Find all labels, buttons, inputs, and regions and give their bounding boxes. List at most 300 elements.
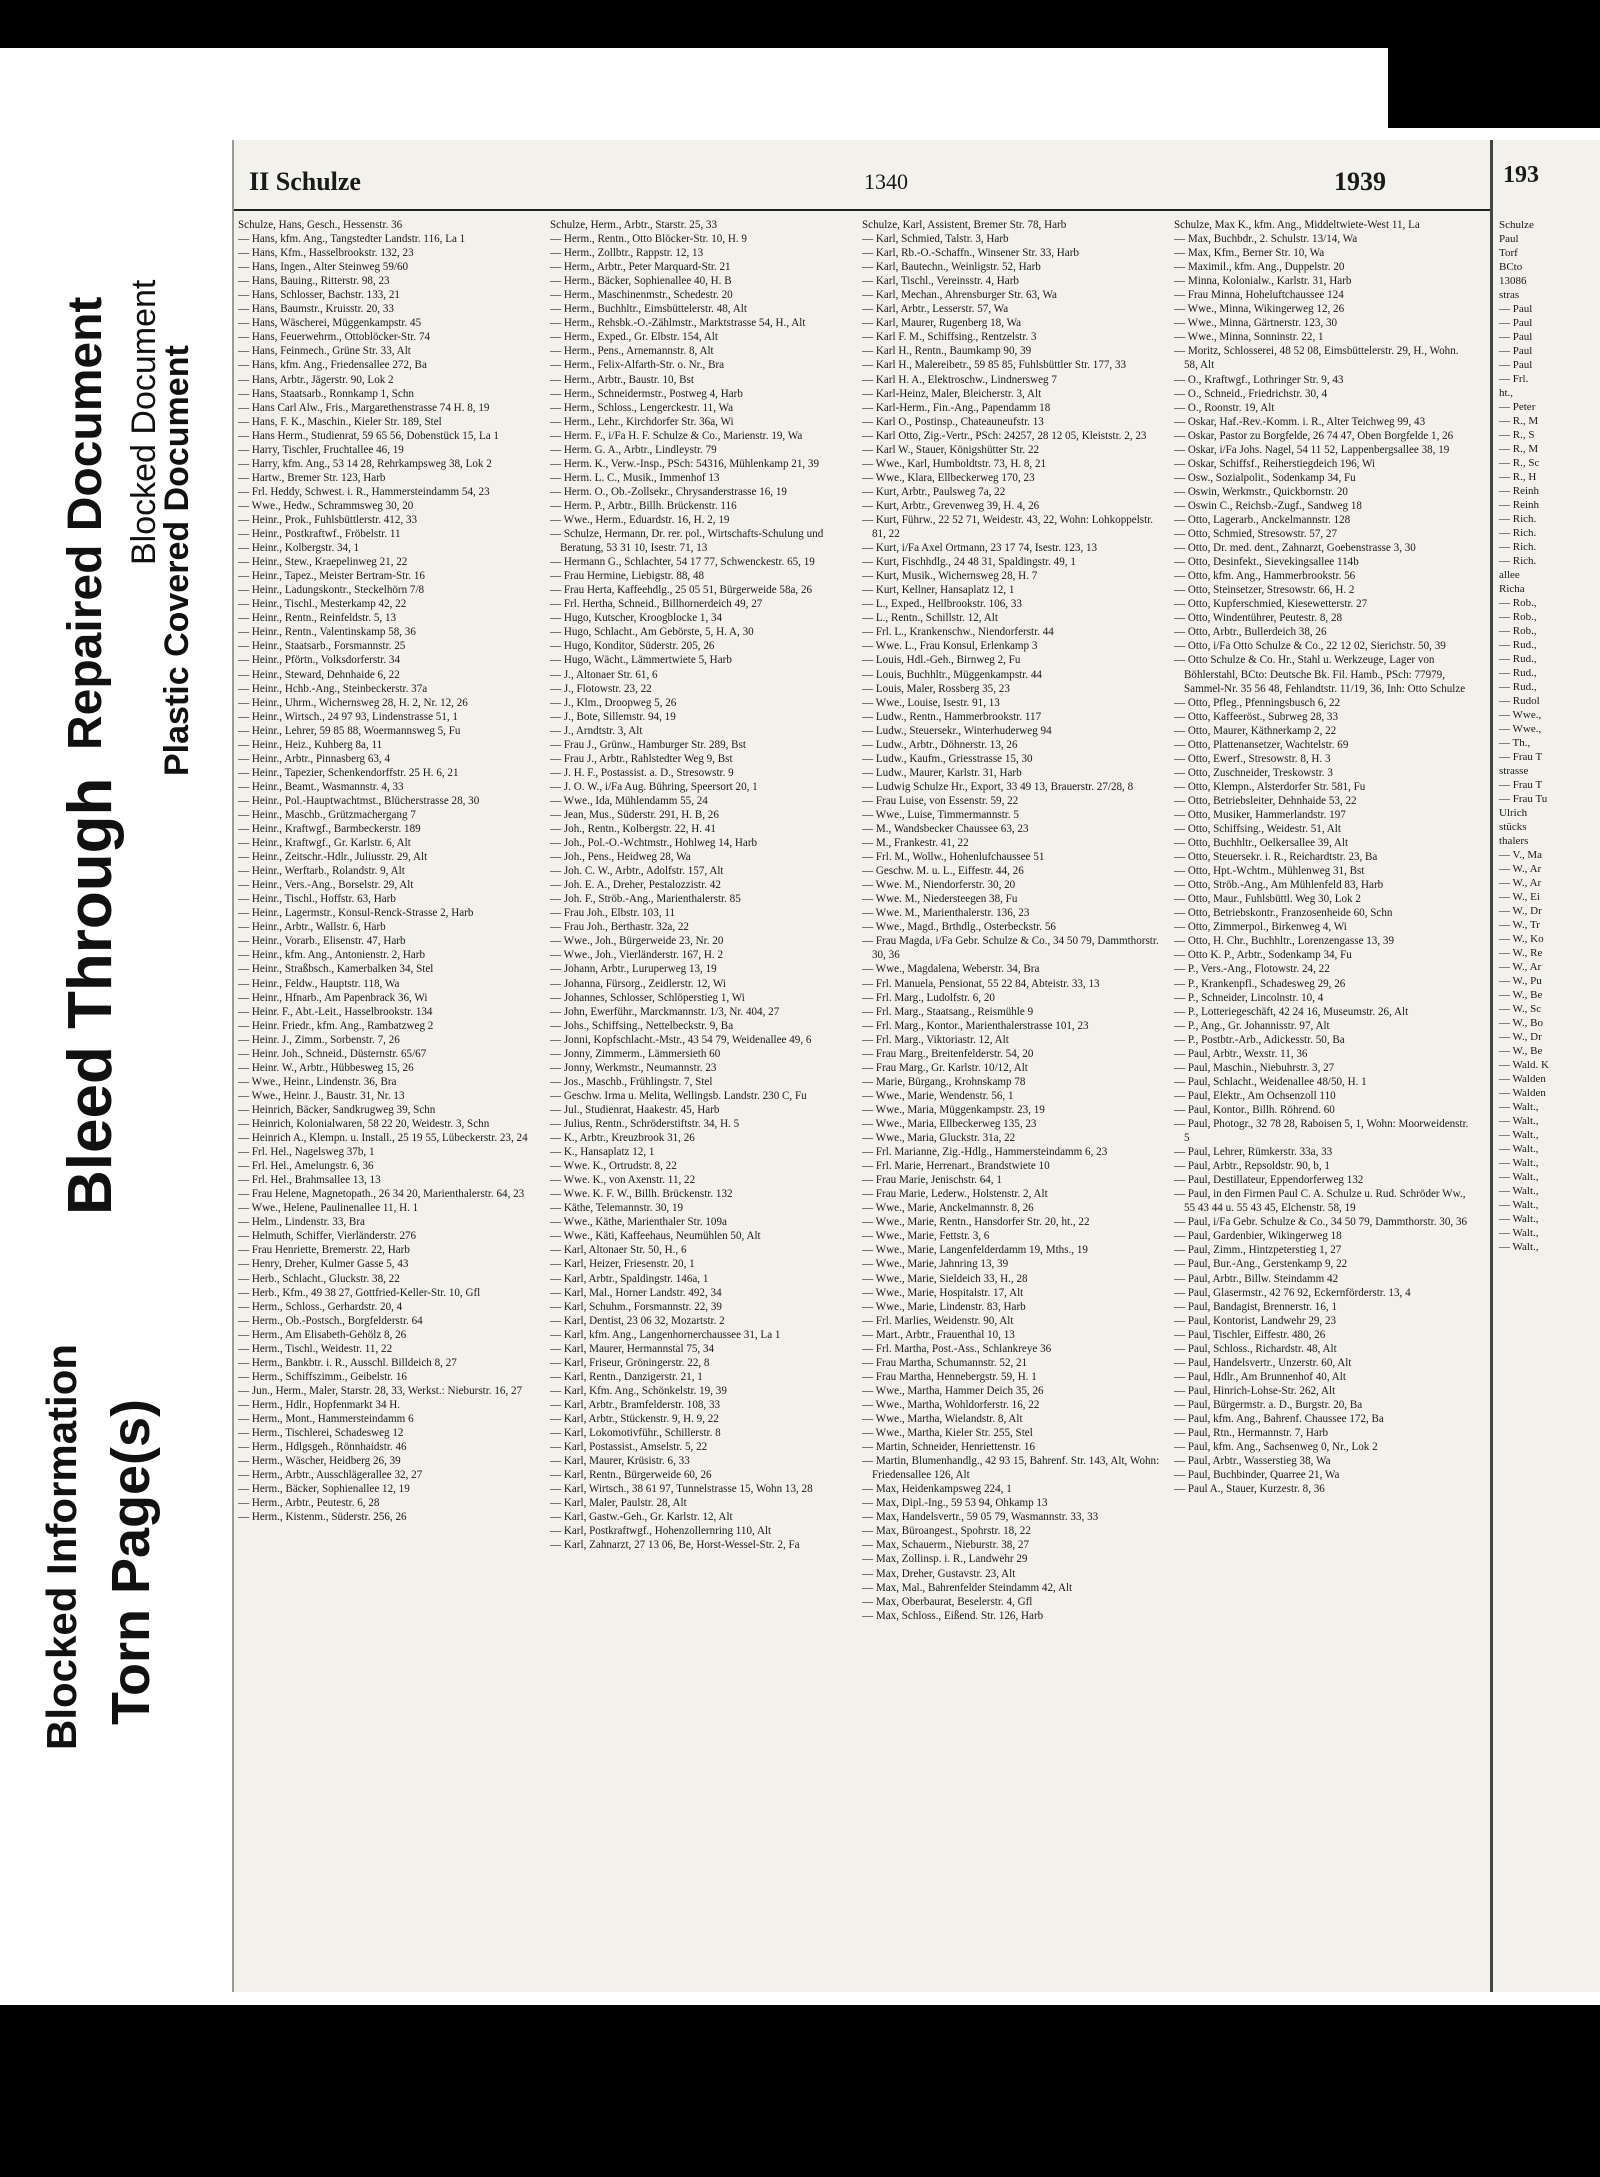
directory-entry: — Karl, Wirtsch., 38 61 97, Tunnelstrasse 15, Wohn 13, 28 [550, 1483, 813, 1496]
directory-entry: — Joh., Pens., Heidweg 28, Wa [550, 851, 691, 864]
directory-entry: — Otto, i/Fa Otto Schulze & Co., 22 12 02, Sierichstr. 50, 39 [1174, 640, 1446, 653]
directory-entry: — Karl, Rentn., Bürgerweide 60, 26 [550, 1469, 712, 1482]
directory-entry: — Otto, Dr. med. dent., Zahnarzt, Goebenstrasse 3, 30 [1174, 542, 1416, 555]
directory-entry: — Hans, Baumstr., Kruisstr. 20, 33 [238, 303, 394, 316]
directory-entry: — Karl, Gastw.-Geh., Gr. Karlstr. 12, Alt [550, 1511, 733, 1524]
directory-entry: — Wwe. K. F. W., Billh. Brückenstr. 132 [550, 1188, 733, 1201]
directory-entry: — Herb., Schlacht., Gluckstr. 38, 22 [238, 1272, 400, 1285]
directory-entry: — Harry, Tischler, Fruchtallee 46, 19 [238, 443, 404, 456]
directory-entry: — Johs., Schiffsing., Nettelbeckstr. 9, Ba [550, 1019, 734, 1032]
directory-entry: — Frau Hermine, Liebigstr. 88, 48 [550, 570, 705, 583]
directory-entry: — Herm., Arbtr., Baustr. 10, Bst [550, 373, 694, 386]
directory-entry: — Heinr. J., Zimm., Sorbenstr. 7, 26 [238, 1033, 400, 1046]
directory-entry: — Paul, Destillateur, Eppendorferweg 132 [1174, 1174, 1364, 1187]
directory-entry: — Heinr., Vorarb., Elisenstr. 47, Harb [238, 935, 406, 948]
directory-entry: — Karl O., Postinsp., Chateauneufstr. 13 [862, 415, 1044, 428]
directory-entry: — Henry, Dreher, Kulmer Gasse 5, 43 [238, 1258, 409, 1271]
directory-entry: — Oskar, Haf.-Rev.-Komm. i. R., Alter Teichweg 99, 43 [1174, 415, 1426, 428]
directory-entry: — Karl, Schuhm., Forsmannstr. 22, 39 [550, 1300, 722, 1313]
directory-entry: — L., Rentn., Schillstr. 12, Alt [862, 612, 998, 625]
sidebar-labels [0, 60, 230, 2000]
directory-entry: — Hans, Wäscherei, Müggenkampstr. 45 [238, 317, 422, 330]
directory-entry: — Wwe., Minna, Gärtnerstr. 123, 30 [1174, 317, 1338, 330]
directory-entry: — Harry, kfm. Ang., 53 14 28, Rehrkampsweg 38, Lok 2 [238, 457, 492, 470]
directory-entry: — Frl. Marlies, Weidenstr. 90, Alt [862, 1314, 1014, 1327]
directory-column-3 [862, 218, 1162, 1978]
directory-entry: — Martin, Blumenhandlg., 42 93 15, Bahrenf. Str. 143, Alt, Wohn: Friedensallee 126, Alt [862, 1455, 1160, 1482]
directory-entry: — Herm. F., i/Fa H. F. Schulze & Co., Marienstr. 19, Wa [550, 429, 803, 442]
adjacent-entry: — Rich. [1499, 555, 1537, 567]
directory-entry: — Otto, Kupferschmied, Kiesewetterstr. 27 [1174, 598, 1368, 611]
directory-entry: — Herm., Zollbtr., Rappstr. 12, 13 [550, 247, 704, 260]
directory-entry: — Joh., Rentn., Kolbergstr. 22, H. 41 [550, 823, 716, 836]
directory-entry: — Hans, Bauing., Ritterstr. 98, 23 [238, 275, 390, 288]
directory-entry: — Hans Carl Alw., Fris., Margarethenstrasse 74 H. 8, 19 [238, 401, 490, 414]
directory-entry: — Karl, Altonaer Str. 50, H., 6 [550, 1244, 687, 1257]
directory-entry: — Hans, Arbtr., Jägerstr. 90, Lok 2 [238, 373, 394, 386]
adjacent-entry: — W., Be [1499, 989, 1543, 1001]
directory-entry: — Otto, Ewerf., Stresowstr. 8, H. 3 [1174, 752, 1331, 765]
directory-columns [238, 218, 1486, 1978]
directory-entry: — Oskar, Schiffsf., Reiherstiegdeich 196, Wi [1174, 457, 1376, 470]
adjacent-entry: — Walt., [1499, 1157, 1539, 1169]
adjacent-entry: — R., H [1499, 471, 1537, 483]
directory-entry: — Max, Oberbaurat, Beselerstr. 4, Gfl [862, 1595, 1033, 1608]
directory-entry: — Paul, Bur.-Ang., Gerstenkamp 9, 22 [1174, 1258, 1348, 1271]
adjacent-entry: — Walt., [1499, 1227, 1539, 1239]
adjacent-entry: 13086 [1499, 275, 1527, 287]
directory-entry: — Heinr. Joh., Schneid., Düsternstr. 65/67 [238, 1047, 427, 1060]
directory-entry: — Hugo, Wächt., Lämmertwiete 5, Harb [550, 654, 732, 667]
directory-entry: — Paul, Schlacht., Weidenallee 48/50, H. 1 [1174, 1075, 1367, 1088]
adjacent-entry: — W., Be [1499, 1045, 1543, 1057]
adjacent-entry: — Paul [1499, 303, 1533, 315]
directory-entry: — Paul, Maschin., Niebuhrstr. 3, 27 [1174, 1061, 1335, 1074]
adjacent-entry: — W., Ar [1499, 877, 1542, 889]
directory-entry: — Karl H. A., Elektroschw., Lindnersweg 7 [862, 373, 1057, 386]
directory-entry: — Frl. Manuela, Pensionat, 55 22 84, Abteistr. 33, 13 [862, 977, 1100, 990]
directory-entry: — Karl, Rb.-O.-Schaffn., Winsener Str. 33, Harb [862, 247, 1079, 260]
directory-entry: — P., Postbtr.-Arb., Adickesstr. 50, Ba [1174, 1033, 1345, 1046]
directory-entry: — Herm., Buchhltr., Eimsbüttelerstr. 48, Alt [550, 303, 747, 316]
directory-entry: — Otto, Schiffsing., Weidestr. 51, Alt [1174, 823, 1341, 836]
directory-entry: — Frau Marie, Lederw., Holstenstr. 2, Alt [862, 1188, 1048, 1201]
directory-entry: — Heinr., Ladungskontr., Steckelhörn 7/8 [238, 584, 425, 597]
directory-entry: — Käthe, Telemannstr. 30, 19 [550, 1202, 684, 1215]
directory-entry: — Hartw., Bremer Str. 123, Harb [238, 471, 386, 484]
directory-entry: — Martin, Schneider, Henriettenstr. 16 [862, 1441, 1036, 1454]
directory-entry: — Minna, Kolonialw., Karlstr. 31, Harb [1174, 275, 1352, 288]
directory-entry: — Geschw. M. u. L., Eiffestr. 44, 26 [862, 865, 1024, 878]
directory-entry: — Otto, kfm. Ang., Hammerbrookstr. 56 [1174, 570, 1356, 583]
scan-border-corner [1388, 48, 1600, 128]
directory-entry: — Oswin C., Reichsb.-Zugf., Sandweg 18 [1174, 499, 1362, 512]
adjacent-entry: — Wwe., [1499, 723, 1542, 735]
directory-entry: — Jonni, Kopfschlacht.-Mstr., 43 54 79, Weidenallee 49, 6 [550, 1033, 812, 1046]
directory-entry: — Karl, Arbtr., Lesserstr. 57, Wa [862, 303, 1009, 316]
directory-entry: — Herm., Pens., Arnemannstr. 8, Alt [550, 345, 714, 358]
directory-entry: — Wwe., Maria, Müggenkampstr. 23, 19 [862, 1103, 1045, 1116]
directory-entry: — Paul, Tischler, Eiffestr. 480, 26 [1174, 1328, 1326, 1341]
directory-entry: — Wwe., Maria, Gluckstr. 31a, 22 [862, 1132, 1016, 1145]
directory-entry: — Frau Marie, Jenischstr. 64, 1 [862, 1174, 1002, 1187]
directory-entry: — J., Altonaer Str. 61, 6 [550, 668, 658, 681]
directory-entry: — Hugo, Kutscher, Kroogblocke 1, 34 [550, 612, 723, 625]
directory-entry: — Paul, Arbtr., Wasserstieg 38, Wa [1174, 1455, 1331, 1468]
directory-entry: — Wwe., Martha, Wohldorferstr. 16, 22 [862, 1398, 1040, 1411]
directory-entry: — Paul, Bürgermstr. a. D., Burgstr. 20, Ba [1174, 1398, 1363, 1411]
directory-entry: — Louis, Maler, Rossberg 35, 23 [862, 682, 1010, 695]
directory-entry: — Herm., Schiffszimm., Geibelstr. 16 [238, 1370, 407, 1383]
directory-entry: — Karl Otto, Zig.-Vertr., PSch: 24257, 28 12 05, Kleiststr. 2, 23 [862, 429, 1147, 442]
directory-entry: — Heinr., Tapezier, Schenkendorffstr. 25 H. 6, 21 [238, 766, 459, 779]
directory-entry: — Frau Minna, Hoheluftchaussee 124 [1174, 289, 1344, 302]
directory-entry: — Otto, Desinfekt., Sievekingsallee 114b [1174, 556, 1359, 569]
directory-entry: — Frau Magda, i/Fa Gebr. Schulze & Co., 34 50 79, Dammthorstr. 30, 36 [862, 935, 1159, 962]
directory-entry: — Wwe. M., Niendorferstr. 30, 20 [862, 879, 1016, 892]
directory-entry: — Karl, Maler, Paulstr. 28, Alt [550, 1497, 687, 1510]
directory-entry: — Herm. O., Ob.-Zollsekr., Chrysanderstrasse 16, 19 [550, 485, 787, 498]
directory-entry: — Wwe., Minna, Wikingerweg 12, 26 [1174, 303, 1345, 316]
directory-entry: — Frau Marg., Gr. Karlstr. 10/12, Alt [862, 1061, 1028, 1074]
adjacent-entry: strasse [1499, 765, 1529, 777]
directory-entry: — Otto, Schmied, Stresowstr. 57, 27 [1174, 528, 1338, 541]
directory-entry: — Otto, Ströb.-Ang., Am Mühlenfeld 83, Harb [1174, 879, 1384, 892]
directory-entry: — Otto, Kaffeeröst., Subrweg 28, 33 [1174, 710, 1339, 723]
directory-entry: — Frl. Hel., Nagelsweg 37b, 1 [238, 1146, 375, 1159]
adjacent-entry: — Rich. [1499, 541, 1537, 553]
directory-entry: — K., Arbtr., Kreuzbrook 31, 26 [550, 1132, 695, 1145]
scan-border-bottom [0, 2005, 1600, 2177]
adjacent-entry: — Rich. [1499, 527, 1537, 539]
directory-entry: Schulze, Hans, Gesch., Hessenstr. 36 [238, 219, 403, 231]
directory-entry: — Wwe. K., von Axenstr. 11, 22 [550, 1174, 696, 1187]
directory-entry: — Frau Martha, Schumannstr. 52, 21 [862, 1356, 1028, 1369]
directory-entry: — Oskar, Pastor zu Borgfelde, 26 74 47, Oben Borgfelde 1, 26 [1174, 429, 1454, 442]
adjacent-entry: — Rud., [1499, 681, 1537, 693]
adjacent-entry: Torf [1499, 247, 1518, 259]
directory-entry: — Hans, kfm. Ang., Tangstedter Landstr. 116, La 1 [238, 233, 466, 246]
directory-entry: — Helmuth, Schiffer, Vierländerstr. 276 [238, 1230, 417, 1243]
directory-entry: — Herm., Bankbtr. i. R., Ausschl. Billdeich 8, 27 [238, 1356, 457, 1369]
directory-entry: — Karl, Bautechn., Weinligstr. 52, Harb [862, 261, 1041, 274]
directory-entry: — Kurt, Führw., 22 52 71, Weidestr. 43, 22, Wohn: Lohkoppelstr. 81, 22 [862, 513, 1154, 541]
directory-entry: — Joh. C. W., Arbtr., Adolfstr. 157, Alt [550, 865, 724, 878]
adjacent-entry: — W., Ar [1499, 961, 1542, 973]
directory-entry: — Marie, Bürgang., Krohnskamp 78 [862, 1075, 1026, 1088]
directory-entry: — Max, Heidenkampsweg 224, 1 [862, 1483, 1012, 1496]
directory-entry: — Max, Dreher, Gustavstr. 23, Alt [862, 1567, 1016, 1580]
adjacent-entry: — R., M [1499, 415, 1539, 427]
adjacent-entry: — Frau T [1499, 779, 1543, 791]
directory-entry: — Paul, Arbtr., Wexstr. 11, 36 [1174, 1047, 1308, 1060]
adjacent-entry: — Wald. K [1499, 1059, 1549, 1071]
directory-entry: — Otto, Steuersekr. i. R., Reichardtstr. 23, Ba [1174, 851, 1378, 864]
directory-entry: — Hermann G., Schlachter, 54 17 77, Schwenckestr. 65, 19 [550, 556, 815, 569]
directory-entry: — Otto, Lagerarb., Anckelmannstr. 128 [1174, 513, 1351, 526]
directory-entry: — Heinr., Wirtsch., 24 97 93, Lindenstrasse 51, 1 [238, 710, 458, 723]
directory-entry: — Heinrich, Bäcker, Sandkrugweg 39, Schn [238, 1103, 436, 1116]
directory-entry: — Jun., Herm., Maler, Starstr. 28, 33, Werkst.: Nieburstr. 16, 27 [238, 1384, 523, 1397]
directory-entry: — Wwe., Minna, Sonninstr. 22, 1 [1174, 331, 1324, 344]
adjacent-entry: Richa [1499, 583, 1525, 595]
directory-entry: — J., Klm., Droopweg 5, 26 [550, 696, 677, 709]
directory-entry: — O., Kraftwgf., Lothringer Str. 9, 43 [1174, 373, 1344, 386]
directory-entry: — Frau Luise, von Essenstr. 59, 22 [862, 794, 1019, 807]
directory-entry: — Heinr., Arbtr., Pinnasberg 63, 4 [238, 752, 391, 765]
directory-entry: — Wwe., Magd., Brthdlg., Osterbeckstr. 56 [862, 921, 1056, 934]
directory-entry: — P., Ang., Gr. Johannisstr. 97, Alt [1174, 1019, 1330, 1032]
directory-entry: — Herm., Mont., Hammersteindamm 6 [238, 1412, 414, 1425]
directory-entry: — Heinr., Feldw., Hauptstr. 118, Wa [238, 977, 400, 990]
directory-entry: — Wwe., Helene, Paulinenallee 11, H. 1 [238, 1202, 419, 1215]
directory-entry: — Herm. L. C., Musik., Immenhof 13 [550, 471, 720, 484]
adjacent-entry: — Rob., [1499, 611, 1537, 623]
directory-entry: — Frau Henriette, Bremerstr. 22, Harb [238, 1244, 410, 1257]
directory-entry: — Jonny, Zimmerm., Lämmersieth 60 [550, 1047, 721, 1060]
directory-entry: — Wwe., Ida, Mühlendamm 55, 24 [550, 794, 708, 807]
adjacent-entry: — Walt., [1499, 1213, 1539, 1225]
directory-entry: — Paul, Handelsvertr., Unzerstr. 60, Alt [1174, 1356, 1352, 1369]
directory-entry: — Herm., Am Elisabeth-Gehölz 8, 26 [238, 1328, 407, 1341]
directory-entry: — Kurt, Fischhdlg., 24 48 31, Spaldingstr. 49, 1 [862, 556, 1076, 569]
adjacent-entry: — Th., [1499, 737, 1531, 749]
directory-entry: — Paul, Hdlr., Am Brunnenhof 40, Alt [1174, 1370, 1346, 1383]
adjacent-entry: — W., Dr [1499, 905, 1542, 917]
adjacent-entry: — Walt., [1499, 1143, 1539, 1155]
directory-entry: — Heinr. Friedr., kfm. Ang., Rambatzweg 2 [238, 1019, 434, 1032]
directory-entry: — Frl. L., Krankenschw., Niendorferstr. 44 [862, 626, 1054, 639]
directory-entry: — Moritz, Schlosserei, 48 52 08, Eimsbüttelerstr. 29, H., Wohn. 58, Alt [1174, 345, 1459, 372]
adjacent-entry: stras [1499, 289, 1520, 301]
directory-entry: — Oskar, i/Fa Johs. Nagel, 54 11 52, Lappenbergsallee 38, 19 [1174, 443, 1450, 456]
directory-entry: — Hans Herm., Studienrat, 59 65 56, Dobenstück 15, La 1 [238, 429, 499, 442]
directory-entry: — Herm., Schloss., Gerhardstr. 20, 4 [238, 1300, 403, 1313]
directory-entry: — Heinr., Vers.-Ang., Borselstr. 29, Alt [238, 879, 414, 892]
directory-entry: — Karl, Dentist, 23 06 32, Mozartstr. 2 [550, 1314, 725, 1327]
directory-entry: — L., Exped., Hellbrookstr. 106, 33 [862, 598, 1022, 611]
adjacent-entry: — Walt., [1499, 1185, 1539, 1197]
directory-entry: — Heinrich, Kolonialwaren, 58 22 20, Weidestr. 3, Schn [238, 1118, 490, 1130]
adjacent-entry: — Walden [1499, 1073, 1546, 1085]
adjacent-entry: — Walt., [1499, 1199, 1539, 1211]
adjacent-entry: — Peter [1499, 401, 1536, 413]
adjacent-entry: — R., M [1499, 443, 1539, 455]
directory-entry: — Max, Schloss., Eißend. Str. 126, Harb [862, 1609, 1044, 1622]
adjacent-entry: — Walt., [1499, 1241, 1539, 1253]
directory-entry: — P., Schneider, Lincolnstr. 10, 4 [1174, 991, 1324, 1004]
directory-entry: — Wwe., Martha, Wielandstr. 8, Alt [862, 1412, 1023, 1425]
directory-entry: — Wwe., Heinr., Lindenstr. 36, Bra [238, 1075, 397, 1088]
directory-entry: — Hugo, Konditor, Süderstr. 205, 26 [550, 640, 715, 653]
directory-entry: — Paul, kfm. Ang., Bahrenf. Chaussee 172, Ba [1174, 1412, 1384, 1425]
directory-entry: — Paul, Gardenbier, Wikingerweg 18 [1174, 1230, 1342, 1243]
directory-entry: — Frau Joh., Elbstr. 103, 11 [550, 907, 676, 920]
directory-entry: — Otto, Steinsetzer, Stresowstr. 66, H. 2 [1174, 584, 1355, 597]
directory-entry: — Heinr., Prok., Fuhlsbüttlerstr. 412, 33 [238, 513, 418, 526]
directory-entry: — Karl, Arbtr., Bramfelderstr. 108, 33 [550, 1398, 721, 1411]
directory-entry: — Wwe., Marie, Hospitalstr. 17, Alt [862, 1286, 1024, 1299]
directory-entry: — Otto, Musiker, Hammerlandstr. 197 [1174, 808, 1346, 821]
directory-entry: — Herm., Rentn., Otto Blöcker-Str. 10, H. 9 [550, 233, 747, 246]
adjacent-entry: — Rudol [1499, 695, 1540, 707]
directory-entry: — Otto, Maurer, Käthnerkamp 2, 22 [1174, 724, 1337, 737]
adjacent-entry: — Frl. [1499, 373, 1529, 385]
directory-entry: — Heinr., Postkraftwf., Fröbelstr. 11 [238, 528, 401, 541]
directory-entry: — Karl, Mechan., Ahrensburger Str. 63, Wa [862, 289, 1057, 302]
adjacent-entry: — Paul [1499, 317, 1533, 329]
directory-entry: — Paul, Kontor., Billh. Röhrend. 60 [1174, 1103, 1335, 1116]
label-repaired-document: Repaired Document [59, 296, 112, 750]
adjacent-entry: — Walt., [1499, 1171, 1539, 1183]
directory-entry: — Geschw. Irma u. Melita, Wellingsb. Landstr. 230 C, Fu [550, 1089, 807, 1102]
adjacent-entry: — W., Sc [1499, 1003, 1542, 1015]
directory-entry: — Heinr., Straßbsch., Kamerbalken 34, Stel [238, 963, 434, 976]
directory-entry: — Karl, Schmied, Talstr. 3, Harb [862, 233, 1009, 246]
directory-entry: — Ludw., Maurer, Karlstr. 31, Harb [862, 766, 1022, 779]
directory-entry: — Wwe. M., Marienthalerstr. 136, 23 [862, 907, 1030, 920]
directory-entry: — Wwe., Marie, Langenfelderdamm 19, Mths., 19 [862, 1244, 1088, 1257]
directory-entry: — Paul, Lehrer, Rümkerstr. 33a, 33 [1174, 1146, 1333, 1159]
directory-entry: — Heinr., Beamt., Wasmannstr. 4, 33 [238, 780, 404, 793]
directory-entry: — Wwe., Marie, Rentn., Hansdorfer Str. 20, ht., 22 [862, 1216, 1090, 1229]
directory-entry: — Hans, Ingen., Alter Steinweg 59/60 [238, 261, 409, 274]
adjacent-entry: — V., Ma [1499, 849, 1542, 861]
directory-entry: — Wwe. K., Ortrudstr. 8, 22 [550, 1160, 677, 1173]
directory-entry: — Johann, Arbtr., Luruperweg 13, 19 [550, 963, 717, 976]
directory-entry: — Wwe., Marie, Wendenstr. 56, 1 [862, 1089, 1014, 1102]
directory-entry: — Paul, Glasermstr., 42 76 92, Eckernförderstr. 13, 4 [1174, 1286, 1411, 1299]
directory-entry: — Heinr., Kolbergstr. 34, 1 [238, 542, 360, 555]
adjacent-entry: — W., Ei [1499, 891, 1540, 903]
directory-entry: — Heinr. W., Arbtr., Hübbesweg 15, 26 [238, 1061, 414, 1074]
directory-entry: — Heinr., Uhrm., Wichernsweg 28, H. 2, Nr. 12, 26 [238, 696, 468, 709]
adjacent-entry: — Paul [1499, 331, 1533, 343]
directory-entry: — J. H. F., Postassist. a. D., Stresowstr. 9 [550, 766, 734, 779]
directory-entry: — Hans, Schlosser, Bachstr. 133, 21 [238, 289, 400, 302]
directory-entry: — Wwe., Martha, Kieler Str. 255, Stel [862, 1427, 1033, 1440]
directory-entry: — Paul A., Stauer, Kurzestr. 8, 36 [1174, 1483, 1325, 1496]
directory-entry: — Herm., Wäscher, Heidberg 26, 39 [238, 1455, 401, 1468]
directory-entry: — Heinr., Tischl., Hoffstr. 63, Harb [238, 893, 396, 906]
directory-entry: — Heinr., Tapez., Meister Bertram-Str. 16 [238, 570, 425, 583]
directory-entry: — Karl-Heinz, Maler, Bleicherstr. 3, Alt [862, 387, 1042, 400]
directory-entry: — Otto, Betriebsleiter, Dehnhaide 53, 22 [1174, 794, 1357, 807]
directory-entry: — Frl. M., Wollw., Hohenlufchaussee 51 [862, 851, 1045, 864]
adjacent-entry: Ulrich [1499, 807, 1528, 819]
directory-entry: — Hans, Feinmech., Grüne Str. 33, Alt [238, 345, 411, 358]
directory-entry: — Frau Joh., Berthastr. 32a, 22 [550, 921, 689, 934]
directory-entry: — Kurt, Arbtr., Grevenweg 39, H. 4, 26 [862, 499, 1040, 512]
adjacent-entry: Schulze [1499, 219, 1534, 231]
directory-entry: — J., Bote, Sillemstr. 94, 19 [550, 710, 676, 723]
directory-entry: — Heinr., Kraftwgf., Barmbeckerstr. 189 [238, 823, 421, 836]
directory-entry: — Heinr., Kraftwgf., Gr. Karlstr. 6, Alt [238, 837, 411, 850]
directory-entry: — Paul, in den Firmen Paul C. A. Schulze u. Rud. Schröder Ww., 55 43 44 u. 55 43 45, Elchenstr. 58, 19 [1174, 1188, 1466, 1215]
adjacent-entry: — Rud., [1499, 653, 1537, 665]
directory-entry: — Heinr., Heiz., Kuhberg 8a, 11 [238, 738, 383, 751]
directory-entry: — Wwe., Heinr. J., Baustr. 31, Nr. 13 [238, 1089, 405, 1102]
directory-entry: — Heinr., Rentn., Valentinskamp 58, 36 [238, 626, 416, 639]
adjacent-entry: ht., [1499, 387, 1514, 399]
directory-entry: — Karl, Zahnarzt, 27 13 06, Be, Horst-Wessel-Str. 2, Fa [550, 1539, 800, 1552]
directory-entry: — M., Frankestr. 41, 22 [862, 837, 969, 850]
directory-entry: — Kurt, Arbtr., Paulsweg 7a, 22 [862, 485, 1006, 498]
directory-entry: — Wwe., Marie, Lindenstr. 83, Harb [862, 1300, 1026, 1313]
directory-entry: — Jos., Maschb., Frühlingstr. 7, Stel [550, 1075, 713, 1088]
directory-entry: — Jonny, Werkmstr., Neumannstr. 23 [550, 1061, 717, 1074]
directory-entry: — Frl. Heddy, Schwest. i. R., Hammersteindamm 54, 23 [238, 485, 490, 498]
directory-entry: — Wwe., Käti, Kaffeehaus, Neumühlen 50, Alt [550, 1230, 761, 1243]
directory-entry: — Frl. Marg., Ludolfstr. 6, 20 [862, 991, 995, 1004]
directory-entry: — Ludw., Arbtr., Döhnerstr. 13, 26 [862, 738, 1018, 751]
directory-entry: — Hans, kfm. Ang., Friedensallee 272, Ba [238, 359, 427, 372]
directory-entry: — Frau Marg., Breitenfelderstr. 54, 20 [862, 1047, 1034, 1060]
directory-entry: — Wwe., Marie, Fettstr. 3, 6 [862, 1230, 990, 1243]
adjacent-entry: stücks [1499, 821, 1527, 833]
directory-entry: — Wwe., Klara, Ellbeckerweg 170, 23 [862, 471, 1035, 484]
directory-entry: — Frl. Marg., Staatsang., Reismühle 9 [862, 1005, 1034, 1018]
adjacent-entry: — R., S [1499, 429, 1535, 441]
directory-entry: — Otto, Hpt.-Wchtm., Mühlenweg 31, Bst [1174, 865, 1365, 878]
directory-entry: — Karl H., Malereibetr., 59 85 85, Fuhlsbüttler Str. 177, 33 [862, 359, 1127, 372]
directory-entry: — Heinr., Hchb.-Ang., Steinbeckerstr. 37a [238, 682, 428, 695]
adjacent-entry: — Walden [1499, 1087, 1546, 1099]
adjacent-entry: — Frau T [1499, 751, 1543, 763]
directory-entry: — M., Wandsbecker Chaussee 63, 23 [862, 823, 1029, 836]
scan-border-top [0, 0, 1600, 48]
directory-entry: — J. O. W., i/Fa Aug. Bühring, Speersort 20, 1 [550, 780, 758, 793]
directory-entry: — Hans, Staatsarb., Ronnkamp 1, Schn [238, 387, 414, 400]
directory-entry: — Otto, Klempn., Alsterdorfer Str. 581, Fu [1174, 780, 1366, 793]
directory-entry: — Otto, Windentührer, Peutestr. 8, 28 [1174, 612, 1343, 625]
directory-entry: — Herm. P., Arbtr., Billh. Brückenstr. 116 [550, 499, 737, 512]
directory-entry: — Heinr., Pol.-Hauptwachtmst., Blücherstrasse 28, 30 [238, 794, 480, 807]
directory-entry: — Heinr., Pförtn., Volksdorferstr. 34 [238, 654, 400, 667]
directory-entry: — Heinr., Tischl., Mesterkamp 42, 22 [238, 598, 407, 611]
directory-entry: — Max, Zollinsp. i. R., Landwehr 29 [862, 1553, 1028, 1566]
directory-entry: — Wwe., Maria, Ellbeckerweg 135, 23 [862, 1118, 1037, 1130]
adjacent-entry: thalers [1499, 835, 1529, 847]
directory-entry: — Wwe., Käthe, Marienthaler Str. 109a [550, 1216, 727, 1229]
adjacent-entry: BCto [1499, 261, 1523, 273]
directory-entry: — Max, Schauerm., Nieburstr. 38, 27 [862, 1539, 1029, 1552]
directory-entry: — Heinr., Stew., Kraepelinweg 21, 22 [238, 556, 408, 569]
directory-entry: — Hans, F. K., Maschin., Kieler Str. 189, Stel [238, 415, 442, 428]
directory-entry: — Heinr., Staatsarb., Forsmannstr. 25 [238, 640, 406, 653]
directory-entry: — Paul, Photogr., 32 78 28, Raboisen 5, 1, Wohn: Moorweidenstr. 5 [1174, 1118, 1469, 1145]
directory-entry: — Karl, Maurer, Krüsistr. 6, 33 [550, 1455, 690, 1468]
directory-entry: — Hans, Kfm., Hasselbrookstr. 132, 23 [238, 247, 414, 260]
directory-entry: — Heinr., Hfnarb., Am Papenbrack 36, Wi [238, 991, 428, 1004]
directory-entry: — Joh. E. A., Dreher, Pestalozzistr. 42 [550, 879, 721, 892]
directory-entry: — Wwe., Marie, Sieldeich 33, H., 28 [862, 1272, 1028, 1285]
directory-entry: — Max, Büroangest., Spohrstr. 18, 22 [862, 1525, 1031, 1538]
directory-entry: — Otto K. P., Arbtr., Sodenkamp 34, Fu [1174, 949, 1352, 962]
adjacent-entry: — W., Pu [1499, 975, 1542, 987]
directory-entry: — Heinr., Steward, Dehnhaide 6, 22 [238, 668, 400, 681]
directory-entry: — Otto, Pfleg., Pfenningsbusch 6, 22 [1174, 696, 1341, 709]
directory-entry: — Karl, Tischl., Vereinsstr. 4, Harb [862, 275, 1019, 288]
directory-entry: — Maximil., kfm. Ang., Duppelstr. 20 [1174, 261, 1345, 274]
directory-entry: — Osw., Sozialpolit., Sodenkamp 34, Fu [1174, 471, 1356, 484]
directory-entry: — Frau J., Arbtr., Rahlstedter Weg 9, Bst [550, 752, 733, 765]
directory-entry: — Heinr., Lagermstr., Konsul-Renck-Strasse 2, Harb [238, 907, 474, 920]
directory-entry: — Karl, Maurer, Hermannstal 75, 34 [550, 1342, 715, 1355]
directory-entry: — Paul, Bandagist, Brennerstr. 16, 1 [1174, 1300, 1337, 1313]
directory-entry: — Herm., Bäcker, Sophienallee 12, 19 [238, 1483, 410, 1496]
page-header [234, 165, 1490, 211]
